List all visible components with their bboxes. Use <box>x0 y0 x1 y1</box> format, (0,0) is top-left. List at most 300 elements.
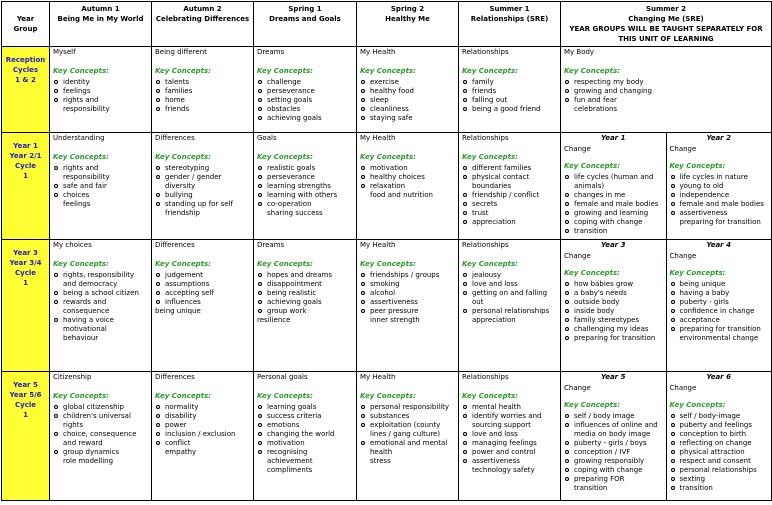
summer2-year-label: Year 6 <box>706 373 731 381</box>
concept-item: conflict <box>155 439 250 448</box>
year-row <box>2 372 772 501</box>
unit-theme: Dreams <box>257 241 285 249</box>
unit-cell <box>152 240 254 372</box>
concept-item: sleep <box>360 96 455 105</box>
unit-theme: Change <box>669 384 697 392</box>
concept-item: global citizenship <box>53 403 148 412</box>
concept-item: food and nutrition <box>370 191 433 199</box>
concept-item: gender / gender <box>155 173 250 182</box>
concept-item: different families <box>462 164 557 173</box>
unit-label: Changing Me (SRE) <box>628 15 704 23</box>
concept-item: stress <box>370 457 391 465</box>
year-group-line: Year 5/6 <box>9 391 42 399</box>
concept-item: success criteria <box>257 412 353 421</box>
key-concepts-label: Key Concepts: <box>462 392 518 400</box>
summer2-year-block <box>561 133 666 239</box>
unit-cell <box>50 133 152 240</box>
concept-item: puberty and feelings <box>670 421 769 430</box>
year-group-line: 1 <box>23 411 28 419</box>
concept-list <box>155 78 250 114</box>
concept-item: choice, consequence <box>53 430 148 439</box>
key-concepts-label: Key Concepts: <box>360 260 416 268</box>
concept-item: respecting my body <box>564 78 768 87</box>
concept-item: normality <box>155 403 250 412</box>
concept-list <box>360 78 455 123</box>
unit-cell <box>459 372 561 501</box>
concept-item: conception / IVF <box>564 448 663 457</box>
concept-item: realistic goals <box>257 164 353 173</box>
unit-theme: My Health <box>360 241 396 249</box>
key-concepts-label: Key Concepts: <box>257 260 313 268</box>
concept-item: rights and <box>53 96 148 105</box>
concept-list <box>462 164 557 227</box>
concept-item: learning with others <box>257 191 353 200</box>
key-concepts-label: Key Concepts: <box>564 162 620 170</box>
unit-cell <box>152 47 254 133</box>
concept-list <box>360 271 455 325</box>
curriculum-body <box>2 47 772 501</box>
year-group-line: Cycle <box>15 269 36 277</box>
concept-item: animals) <box>574 182 605 190</box>
concept-item: learning goals <box>257 403 353 412</box>
summer2-year-block <box>666 133 772 239</box>
concept-item: consequence <box>63 307 110 315</box>
unit-theme: Myself <box>53 48 76 56</box>
concept-item: reflecting on change <box>670 439 769 448</box>
concept-item: peer pressure <box>360 307 455 316</box>
concept-item: transition <box>574 484 608 492</box>
concept-item: getting on and falling <box>462 289 557 298</box>
concept-item: puberty - girls <box>670 298 769 307</box>
concept-item: assertiveness <box>670 209 769 218</box>
concept-item: self / body image <box>564 412 663 421</box>
concept-item: being unique <box>670 280 769 289</box>
concept-item: setting goals <box>257 96 353 105</box>
concept-list <box>462 403 557 475</box>
concept-item: rights, responsibility <box>53 271 148 280</box>
concept-item: trust <box>462 209 557 218</box>
concept-item: self / body-image <box>670 412 769 421</box>
year-group-line: 1 <box>23 172 28 180</box>
key-concepts-label: Key Concepts: <box>155 260 211 268</box>
key-concepts-label: Key Concepts: <box>462 260 518 268</box>
concept-item: healthy choices <box>360 173 455 182</box>
concept-item: having a voice <box>53 316 148 325</box>
concept-item: friends <box>462 87 557 96</box>
concept-list <box>360 403 455 466</box>
concept-item: being realistic <box>257 289 353 298</box>
unit-theme: My Body <box>564 48 595 56</box>
key-concepts-label: Key Concepts: <box>155 67 211 75</box>
unit-cell <box>254 133 357 240</box>
year-group-line: Cycle <box>15 162 36 170</box>
concept-item: coping with change <box>564 218 663 227</box>
concept-item: responsibility <box>63 105 110 113</box>
concept-item: family <box>462 78 557 87</box>
summer2-year-label: Year 3 <box>601 241 626 249</box>
concept-list <box>53 164 148 209</box>
concept-item: group dynamics <box>53 448 148 457</box>
concept-item: growing responsibly <box>564 457 663 466</box>
concept-item: assumptions <box>155 280 250 289</box>
key-concepts-label: Key Concepts: <box>564 401 620 409</box>
concept-item: celebrations <box>574 105 618 113</box>
concept-item: being unique <box>155 307 201 315</box>
year-group-header <box>2 2 50 47</box>
year-group-cell <box>2 240 50 372</box>
concept-item: personal relationships <box>462 307 557 316</box>
concept-list <box>53 78 148 114</box>
concept-item: and democracy <box>63 280 118 288</box>
concept-item: accepting self <box>155 289 250 298</box>
unit-theme: Relationships <box>462 48 509 56</box>
concept-item: safe and fair <box>53 182 148 191</box>
concept-item: coping with change <box>564 466 663 475</box>
concept-item: secrets <box>462 200 557 209</box>
spring2-header <box>357 2 459 47</box>
concept-item: boundaries <box>472 182 512 190</box>
concept-item: resilience <box>257 316 291 324</box>
unit-theme: My choices <box>53 241 92 249</box>
summer2-split <box>561 133 771 239</box>
key-concepts-label: Key Concepts: <box>462 153 518 161</box>
concept-item: outside body <box>564 298 663 307</box>
concept-item: friends <box>155 105 250 114</box>
concept-item: smoking <box>360 280 455 289</box>
concept-item: learning strengths <box>257 182 353 191</box>
summer2-year-label: Year 5 <box>601 373 626 381</box>
concept-item: appreciation <box>472 316 516 324</box>
concept-item: empathy <box>165 448 197 456</box>
concept-item: friendships / groups <box>360 271 455 280</box>
summer2-year-block <box>666 372 772 500</box>
concept-item: appreciation <box>462 218 557 227</box>
concept-item: managing feelings <box>462 439 557 448</box>
concept-item: rights <box>63 421 84 429</box>
concept-item: behaviour <box>63 334 99 342</box>
concept-item: achieving goals <box>257 114 353 123</box>
concept-list <box>53 403 148 466</box>
unit-theme: Differences <box>155 241 195 249</box>
unit-label: Celebrating Differences <box>155 15 250 23</box>
concept-list <box>53 271 148 343</box>
concept-list <box>155 164 250 218</box>
unit-cell <box>254 47 357 133</box>
year-group-cell <box>2 47 50 133</box>
concept-item: inner strength <box>370 316 420 324</box>
concept-item: obstacles <box>257 105 353 114</box>
concept-item: staying safe <box>360 114 455 123</box>
concept-item: healthy food <box>360 87 455 96</box>
summer2-cell <box>561 240 772 372</box>
year-group-header-line: Group <box>13 25 38 33</box>
concept-item: relaxation <box>360 182 455 191</box>
concept-list <box>462 78 557 114</box>
concept-item: having a baby <box>670 289 769 298</box>
year-group-line: Year 2/1 <box>9 152 42 160</box>
summer2-split <box>561 240 771 371</box>
concept-item: achieving goals <box>257 298 353 307</box>
summer2-split <box>561 372 771 500</box>
concept-list <box>155 271 250 316</box>
concept-item: inclusion / exclusion <box>155 430 250 439</box>
concept-item: growing and changing <box>564 87 768 96</box>
concept-item: preparing for transition <box>564 334 663 343</box>
concept-item: independence <box>670 191 769 200</box>
term-label: Autumn 2 <box>183 5 222 13</box>
concept-item: preparing for transition <box>670 325 769 334</box>
autumn1-header <box>50 2 152 47</box>
concept-item: life cycles in nature <box>670 173 769 182</box>
concept-item: motivation <box>360 164 455 173</box>
summer2-year-block <box>561 240 666 371</box>
concept-item: inside body <box>564 307 663 316</box>
unit-theme: Change <box>669 252 697 260</box>
unit-theme: Relationships <box>462 134 509 142</box>
concept-item: assertiveness <box>462 457 557 466</box>
term-label: Summer 1 <box>489 5 530 13</box>
concept-item: identify worries and <box>462 412 557 421</box>
summer2-cell <box>561 133 772 240</box>
key-concepts-label: Key Concepts: <box>462 67 518 75</box>
concept-item: confidence in change <box>670 307 769 316</box>
year-group-line: Year 1 <box>13 142 38 150</box>
summer2-year-block <box>666 240 772 371</box>
concept-item: friendship <box>165 209 200 217</box>
key-concepts-label: Key Concepts: <box>360 67 416 75</box>
autumn2-header <box>152 2 254 47</box>
unit-theme: Change <box>564 145 591 153</box>
concept-item: exercise <box>360 78 455 87</box>
concept-item: sharing success <box>267 209 323 217</box>
concept-item: talents <box>155 78 250 87</box>
concept-item: a baby's needs <box>564 289 663 298</box>
concept-item: transition <box>670 484 769 493</box>
concept-item: standing up for self <box>155 200 250 209</box>
year-group-line: Year 3 <box>13 249 38 257</box>
summer2-cell <box>561 372 772 501</box>
concept-item: group work <box>257 307 353 316</box>
concept-item: family stereotypes <box>564 316 663 325</box>
concept-item: exploitation (county <box>360 421 455 430</box>
unit-theme: Dreams <box>257 48 285 56</box>
year-row <box>2 240 772 372</box>
concept-list <box>670 412 769 493</box>
concept-item: acceptance <box>670 316 769 325</box>
term-label: Autumn 1 <box>81 5 120 13</box>
concept-item: feelings <box>53 87 148 96</box>
unit-cell <box>357 372 459 501</box>
concept-item: challenging my ideas <box>564 325 663 334</box>
unit-cell <box>357 240 459 372</box>
unit-theme: Relationships <box>462 373 509 381</box>
concept-item: emotions <box>257 421 353 430</box>
unit-theme: Change <box>564 384 591 392</box>
concept-item: disability <box>155 412 250 421</box>
unit-cell <box>152 133 254 240</box>
concept-item: preparing for transition <box>679 218 761 226</box>
year-group-line: Cycle <box>15 401 36 409</box>
concept-item: hopes and dreams <box>257 271 353 280</box>
concept-item: young to old <box>670 182 769 191</box>
unit-theme: Being different <box>155 48 207 56</box>
key-concepts-label: Key Concepts: <box>669 162 726 170</box>
unit-cell <box>50 47 152 133</box>
concept-item: sourcing support <box>472 421 531 429</box>
unit-cell <box>254 372 357 501</box>
unit-theme: My Health <box>360 134 396 142</box>
concept-list <box>564 78 768 114</box>
concept-item: physical contact <box>462 173 557 182</box>
concept-item: how babies grow <box>564 280 663 289</box>
concept-item: rewards and <box>53 298 148 307</box>
term-label: Spring 2 <box>390 5 425 13</box>
concept-item: children's universal <box>53 412 148 421</box>
concept-item: and reward <box>63 439 103 447</box>
concept-list <box>564 173 663 236</box>
concept-item: co-operation <box>257 200 353 209</box>
unit-theme: Change <box>564 252 591 260</box>
unit-theme: My Health <box>360 373 396 381</box>
key-concepts-label: Key Concepts: <box>53 153 109 161</box>
concept-item: love and loss <box>462 280 557 289</box>
concept-list <box>257 78 353 123</box>
concept-item: perseverance <box>257 173 353 182</box>
unit-theme: Goals <box>257 134 277 142</box>
pshe-curriculum-table <box>1 1 772 501</box>
unit-cell <box>459 240 561 372</box>
concept-item: home <box>155 96 250 105</box>
key-concepts-label: Key Concepts: <box>564 269 620 277</box>
concept-item: choices <box>53 191 148 200</box>
key-concepts-label: Key Concepts: <box>53 67 109 75</box>
unit-cell <box>357 133 459 240</box>
concept-item: rights and <box>53 164 148 173</box>
concept-item: female and male bodies <box>670 200 769 209</box>
concept-item: responsibility <box>63 173 110 181</box>
summer2-year-label: Year 4 <box>706 241 731 249</box>
key-concepts-label: Key Concepts: <box>257 153 313 161</box>
concept-item: changing the world <box>257 430 353 439</box>
unit-cell <box>50 372 152 501</box>
year-row <box>2 133 772 240</box>
year-row <box>2 47 772 133</box>
concept-item: mental health <box>462 403 557 412</box>
spring1-header <box>254 2 357 47</box>
concept-item: friendship / conflict <box>462 191 557 200</box>
unit-label: Being Me in My World <box>57 15 144 23</box>
concept-item: emotional and mental <box>360 439 455 448</box>
unit-theme: Differences <box>155 373 195 381</box>
concept-list <box>155 403 250 457</box>
concept-item: judgement <box>155 271 250 280</box>
key-concepts-label: Key Concepts: <box>360 153 416 161</box>
concept-item: love and loss <box>462 430 557 439</box>
header-row <box>2 2 772 47</box>
concept-item: out <box>472 298 484 306</box>
concept-item: influences of online and <box>564 421 663 430</box>
concept-item: technology safety <box>472 466 535 474</box>
summer1-header <box>459 2 561 47</box>
concept-item: jealousy <box>462 271 557 280</box>
concept-item: preparing FOR <box>564 475 663 484</box>
concept-list <box>564 280 663 343</box>
concept-item: diversity <box>165 182 196 190</box>
concept-item: lines / gang culture) <box>370 430 441 438</box>
unit-cell <box>254 240 357 372</box>
concept-item: physical attraction <box>670 448 769 457</box>
concept-item: personal responsibility <box>360 403 455 412</box>
concept-list <box>360 164 455 200</box>
concept-item: alcohol <box>360 289 455 298</box>
concept-item: recognising <box>257 448 353 457</box>
concept-item: stereotyping <box>155 164 250 173</box>
concept-item: families <box>155 87 250 96</box>
concept-item: transition <box>564 227 663 236</box>
year-group-header-line: Year <box>16 15 35 23</box>
unit-theme: My Health <box>360 48 396 56</box>
concept-item: falling out <box>462 96 557 105</box>
concept-list <box>564 412 663 493</box>
unit-cell <box>459 47 561 133</box>
concept-item: influences <box>155 298 250 307</box>
concept-list <box>257 164 353 218</box>
concept-item: media on body image <box>574 430 651 438</box>
concept-list <box>257 403 353 475</box>
concept-item: being a good friend <box>462 105 557 114</box>
year-group-line: 1 <box>23 279 28 287</box>
key-concepts-label: Key Concepts: <box>53 392 109 400</box>
concept-item: cleanliness <box>360 105 455 114</box>
concept-item: power <box>155 421 250 430</box>
unit-theme: Citizenship <box>53 373 92 381</box>
concept-item: female and male bodies <box>564 200 663 209</box>
concept-item: feelings <box>63 200 91 208</box>
concept-item: environmental change <box>679 334 759 342</box>
key-concepts-label: Key Concepts: <box>155 392 211 400</box>
unit-label: Healthy Me <box>385 15 430 23</box>
term-label: Spring 1 <box>288 5 322 13</box>
concept-item: conception to birth <box>670 430 769 439</box>
concept-item: identity <box>53 78 148 87</box>
key-concepts-label: Key Concepts: <box>360 392 416 400</box>
concept-item: sexting <box>670 475 769 484</box>
key-concepts-label: Key Concepts: <box>257 392 313 400</box>
concept-item: compliments <box>267 466 313 474</box>
unit-theme: Understanding <box>53 134 105 142</box>
concept-item: perseverance <box>257 87 353 96</box>
summer2-year-block <box>561 372 666 500</box>
concept-item: growing and learning <box>564 209 663 218</box>
summer2-year-label: Year 1 <box>601 134 626 142</box>
concept-item: fun and fear <box>564 96 768 105</box>
key-concepts-label: Key Concepts: <box>53 260 109 268</box>
concept-item: role modelling <box>63 457 114 465</box>
key-concepts-label: Key Concepts: <box>669 401 726 409</box>
unit-label: Dreams and Goals <box>269 15 341 23</box>
unit-theme: Relationships <box>462 241 509 249</box>
summer2-cell <box>561 47 772 133</box>
unit-theme: Change <box>669 145 697 153</box>
concept-item: personal relationships <box>670 466 769 475</box>
concept-item: being a school citizen <box>53 289 148 298</box>
key-concepts-label: Key Concepts: <box>564 67 620 75</box>
key-concepts-label: Key Concepts: <box>669 269 726 277</box>
year-group-line: Year 5 <box>13 381 38 389</box>
concept-item: puberty - girls / boys <box>564 439 663 448</box>
unit-note: THIS UNIT OF LEARNING <box>618 35 714 43</box>
unit-cell <box>459 133 561 240</box>
